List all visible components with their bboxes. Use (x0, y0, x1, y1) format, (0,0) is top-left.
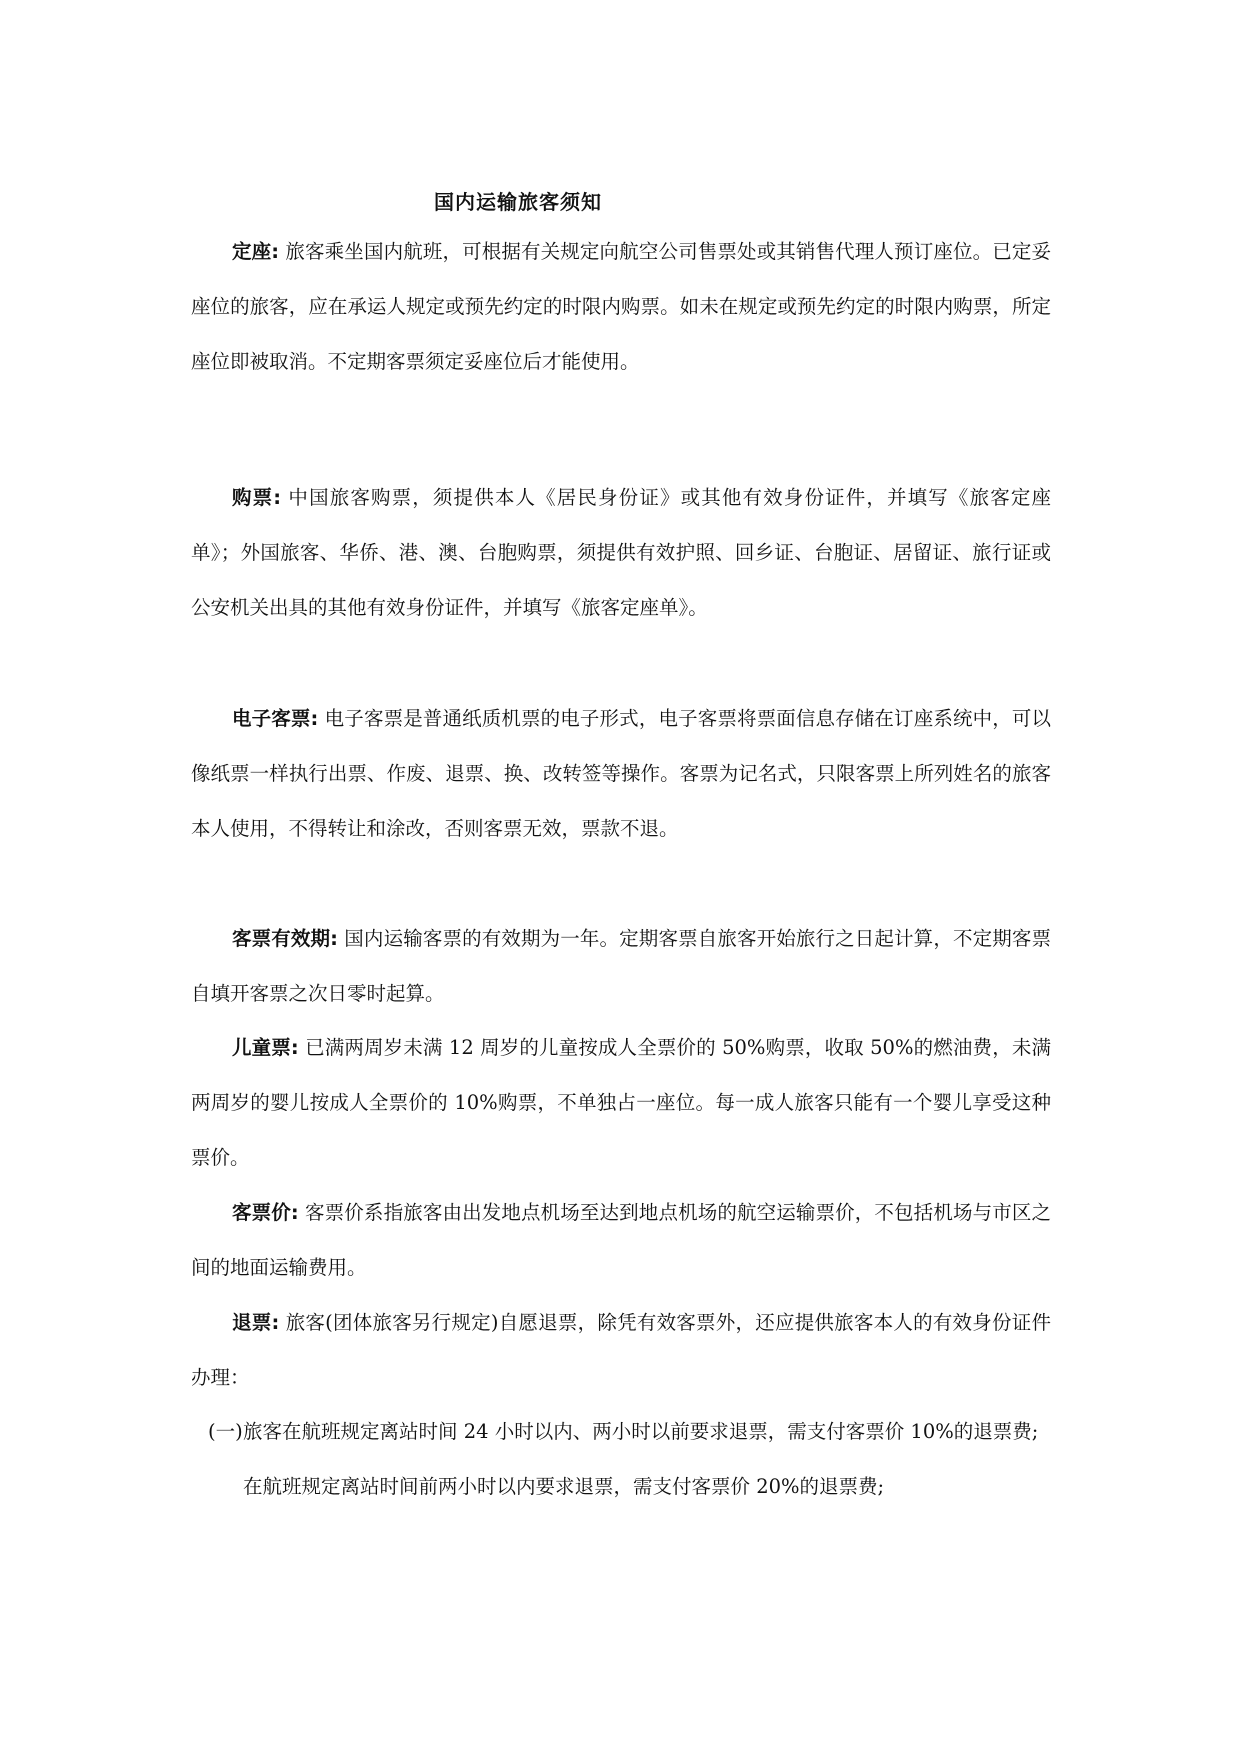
section-heading: 客票有效期: (232, 927, 338, 950)
section-text: 已满两周岁未满 12 周岁的儿童按成人全票价的 50%购票，收取 50%的燃油费，未满两周岁的婴儿按成人全票价的 10%购票，不单独占一座位。每一成人旅客只能有一个婴儿享受这种票价。 (191, 1036, 1051, 1169)
section-ticket-validity (191, 911, 1051, 1021)
section-heading: 购票: (232, 486, 282, 509)
list-marker: (一) (208, 1420, 243, 1443)
section-reservation (191, 224, 1051, 389)
section-text: 国内运输客票的有效期为一年。定期客票自旅客开始旅行之日起计算，不定期客票自填开客票之次日零时起算。 (191, 927, 1051, 1005)
section-e-ticket (191, 691, 1051, 856)
section-heading: 定座: (232, 240, 280, 263)
section-text: 客票价系指旅客由出发地点机场至达到地点机场的航空运输票价，不包括机场与市区之间的地面运输费用。 (191, 1201, 1051, 1279)
section-text: 电子客票是普通纸质机票的电子形式，电子客票将票面信息存储在订座系统中，可以像纸票一样执行出票、作废、退票、换、改转签等操作。客票为记名式，只限客票上所列姓名的旅客本人使用，不得转让和涂改，否则客票无效，票款不退。 (191, 707, 1051, 840)
section-ticket-price (191, 1185, 1051, 1295)
document-title: 国内运输旅客须知 (434, 190, 602, 214)
section-heading: 电子客票: (232, 707, 319, 730)
section-text: 中国旅客购票，须提供本人《居民身份证》或其他有效身份证件，并填写《旅客定座单》；外国旅客、华侨、港、澳、台胞购票，须提供有效护照、回乡证、台胞证、居留证、旅行证或公安机关出具的其他有效身份证件，并填写《旅客定座单》。 (191, 486, 1051, 619)
section-text: 旅客(团体旅客另行规定)自愿退票，除凭有效客票外，还应提供旅客本人的有效身份证件办理： (191, 1311, 1051, 1389)
section-heading: 客票价: (232, 1201, 299, 1224)
section-refund (191, 1295, 1051, 1405)
list-item-text: 旅客在航班规定离站时间 24 小时以内、两小时以前要求退票，需支付客票价 10%的退票费; 在航班规定离站时间前两小时以内要求退票，需支付客票价 20%的退票费; (243, 1420, 1039, 1498)
section-heading: 儿童票: (232, 1036, 299, 1059)
section-heading: 退票: (232, 1311, 280, 1334)
section-text: 旅客乘坐国内航班，可根据有关规定向航空公司售票处或其销售代理人预订座位。已定妥座位的旅客，应在承运人规定或预先约定的时限内购票。如未在规定或预先约定的时限内购票，所定座位即被取消。不定期客票须定妥座位后才能使用。 (191, 240, 1051, 373)
section-ticket-purchase (191, 470, 1051, 635)
refund-list-item (191, 1404, 1051, 1514)
section-child-ticket (191, 1020, 1051, 1185)
